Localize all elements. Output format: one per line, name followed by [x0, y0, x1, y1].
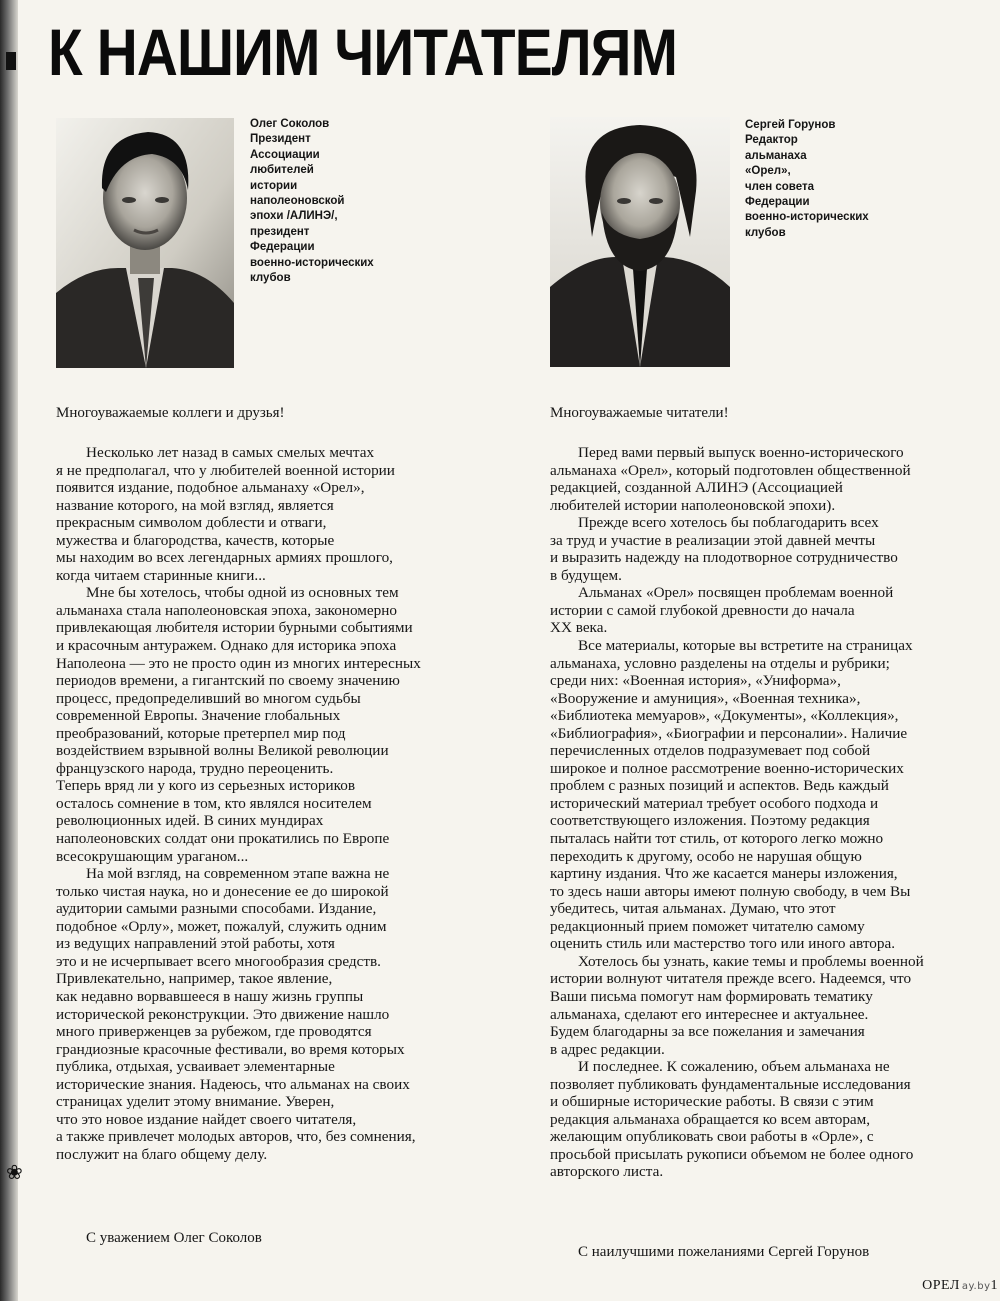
text-line: редакция альманаха обращается ко всем авторам,: [550, 1110, 871, 1128]
text-line: что это новое издание найдет своего читателя,: [56, 1110, 357, 1128]
text-line: и обширные исторические работы. В связи с этим: [550, 1093, 874, 1111]
text-line: аудитории самыми разными способами. Издание,: [56, 900, 377, 918]
text-line: И последнее. К сожалению, объем альманаха не: [578, 1058, 890, 1076]
signature-left: С уважением Олег Соколов: [86, 1230, 262, 1246]
text-line: мы находим во всех легендарных армиях прошлого,: [56, 549, 393, 567]
caption-line: Ассоциации: [250, 148, 320, 161]
text-line: как недавно ворвавшееся в нашу жизнь группы: [56, 987, 364, 1005]
text-line: авторского листа.: [550, 1163, 664, 1181]
text-line: мужества и благородства, качеств, которые: [56, 531, 335, 549]
text-line: широкое и полное рассмотрение военно-исторических: [550, 759, 904, 777]
text-line: название которого, на мой взгляд, является: [56, 496, 334, 514]
caption-sokolov: [250, 117, 400, 286]
text-line: альманаха, сделают его интереснее и актуальнее.: [550, 1005, 869, 1023]
caption-line: военно-исторических: [745, 211, 869, 224]
text-line: Несколько лет назад в самых смелых мечтах: [86, 444, 375, 461]
text-line: «Библиотека мемуаров», «Документы», «Коллекция»,: [550, 707, 899, 725]
signature-right: С наилучшими пожеланиями Сергей Горунов: [578, 1244, 870, 1260]
text-line: альманаха «Орел», который подготовлен общественной: [550, 461, 911, 479]
watermark: ay.by: [961, 1281, 991, 1292]
caption-line: «Орел»,: [745, 165, 791, 178]
text-line: перечисленных отделов подразумевает под собой: [550, 742, 871, 760]
text-line: Альманах «Орел» посвящен проблемам военной: [578, 584, 894, 602]
text-line: любителей истории наполеоновской эпохи).: [550, 496, 836, 514]
text-line: страницах уделит этому внимание. Уверен,: [56, 1093, 335, 1111]
letter-right-body: [550, 444, 1000, 1181]
text-line: просьбой присылать рукописи объемом не более одного: [550, 1145, 914, 1163]
text-line: картину издания. Что же касается манеры изложения,: [550, 865, 898, 883]
text-line: привлекающая любителя истории бурными событиями: [56, 619, 413, 637]
text-line: истории волнуют читателя прежде всего. Надеемся, что: [550, 970, 912, 988]
text-line: среди них: «Военная история», «Униформа»,: [550, 672, 841, 690]
text-line: это и не исчерпывает всего многообразия средств.: [56, 952, 381, 970]
text-line: а также привлечет молодых авторов, что, без сомнения,: [56, 1128, 416, 1146]
text-line: убедитесь, читая альманах. Думаю, что этот: [550, 900, 836, 918]
text-line: истории с самой глубокой древности до начала: [550, 601, 855, 619]
portrait-photo-sokolov: [56, 118, 234, 368]
text-line: и красочным антуражем. Однако для историка эпоха: [56, 637, 397, 655]
text-line: Хотелось бы узнать, какие темы и проблемы военной: [578, 952, 924, 970]
text-line: революционных идей. В синих мундирах: [56, 812, 324, 830]
text-line: процесс, предопределивший во многом судьбы: [56, 689, 361, 707]
text-line: исторический материал требует особого подхода и: [550, 794, 879, 812]
page-footer: [922, 1278, 998, 1294]
caption-line: Редактор: [745, 134, 798, 147]
caption-line: президент: [250, 225, 310, 238]
text-line: «Библиография», «Биографии и персоналии». Наличие: [550, 724, 908, 742]
text-line: я не предполагал, что у любителей военной истории: [56, 461, 395, 479]
caption-line: военно-исторических: [250, 256, 374, 269]
text-line: Все материалы, которые вы встретите на страницах: [578, 637, 913, 655]
text-line: публика, отдыхая, усваивает элементарные: [56, 1058, 335, 1076]
text-line: то здесь наши авторы имеют полную свободу, в чем Вы: [550, 882, 911, 900]
text-line: послужит на благо общему делу.: [56, 1145, 268, 1163]
text-line: подобное «Орлу», может, пожалуй, служить одним: [56, 917, 387, 935]
caption-line: Сергей Горунов: [745, 119, 836, 131]
text-line: соответствующего изложения. Поэтому редакция: [550, 812, 870, 830]
text-line: наполеоновских солдат они прокатились по Европе: [56, 830, 390, 848]
text-line: только чистая наука, но и донесение ее до широкой: [56, 882, 389, 900]
flower-ornament-icon: ❀: [6, 1160, 23, 1184]
text-line: Мне бы хотелось, чтобы одной из основных тем: [86, 584, 399, 602]
caption-line: член совета: [745, 180, 814, 193]
caption-line: истории: [250, 179, 298, 192]
text-line: французского народа, трудно переоценить.: [56, 759, 334, 777]
text-line: альманаха, условно разделены на отделы и рубрики;: [550, 654, 890, 672]
caption-line: Федерации: [250, 241, 315, 254]
text-line: желающим опубликовать свои работы в «Орле», с: [550, 1128, 874, 1146]
text-line: На мой взгляд, на современном этапе важна не: [86, 865, 390, 883]
text-line: и выразить надежду на плодотворное сотрудничество: [550, 549, 898, 567]
footer-label: ОРЕЛ: [922, 1278, 960, 1293]
text-line: много приверженцев за рубежом, где проводятся: [56, 1023, 372, 1041]
text-line: позволяет публиковать фундаментальные исследования: [550, 1075, 911, 1093]
text-line: исторической реконструкции. Это движение нашло: [56, 1005, 390, 1023]
text-line: за труд и участие в реализации этой давней мечты: [550, 531, 876, 549]
text-line: периодов времени, а гигантский по своему значению: [56, 672, 400, 690]
text-line: в адрес редакции.: [550, 1040, 665, 1058]
caption-line: клубов: [745, 226, 786, 239]
text-line: Теперь вряд ли у кого из серьезных историков: [56, 777, 355, 795]
text-line: из ведущих направлений этой работы, хотя: [56, 935, 335, 953]
text-line: всесокрушающим ураганом...: [56, 847, 249, 865]
text-line: Наполеона — это не просто один из многих интересных: [56, 654, 421, 672]
text-line: появится издание, подобное альманаху «Орел»,: [56, 479, 365, 497]
text-line: грандиозные красочные фестивали, во время которых: [56, 1040, 405, 1058]
text-line: в будущем.: [550, 566, 622, 584]
page-number: 1: [990, 1278, 998, 1293]
text-line: альманаха стала наполеоновская эпоха, закономерно: [56, 601, 397, 619]
portrait-photo-gorunov: [550, 117, 730, 367]
text-line: Ваши письма помогут нам формировать тематику: [550, 987, 873, 1005]
text-line: проблем с разных позиций и аспектов. Ведь каждый: [550, 777, 889, 795]
text-line: преобразований, которые претерпел мир под: [56, 724, 346, 742]
text-line: оценить стиль или мастерство того или иного автора.: [550, 935, 896, 953]
caption-line: Федерации: [745, 196, 810, 209]
text-line: пыталась найти тот стиль, от которого легко можно: [550, 830, 884, 848]
caption-line: наполеоновской: [250, 195, 345, 208]
text-line: редакционный прием поможет читателю самому: [550, 917, 865, 935]
text-line: Перед вами первый выпуск военно-исторического: [578, 444, 904, 461]
text-line: осталось сомнение в том, кто являлся носителем: [56, 794, 372, 812]
caption-line: любителей: [250, 164, 314, 177]
caption-line: эпохи /АЛИНЭ/,: [250, 210, 338, 223]
binding-edge: [0, 0, 18, 1301]
text-line: редакцией, созданной АЛИНЭ (Ассоциацией: [550, 479, 843, 497]
page-title: К НАШИМ ЧИТАТЕЛЯМ: [48, 15, 678, 89]
caption-gorunov: [745, 118, 895, 241]
text-line: когда читаем старинные книги...: [56, 566, 266, 584]
salutation-right: Многоуважаемые читатели!: [550, 405, 729, 421]
edge-mark: [6, 52, 16, 70]
caption-line: Президент: [250, 133, 311, 146]
text-line: «Вооружение и амуниция», «Военная техника»,: [550, 689, 861, 707]
text-line: переходить к другому, особо не нарушая общую: [550, 847, 862, 865]
letter-left-body: [56, 444, 496, 1163]
caption-line: клубов: [250, 272, 291, 285]
salutation-left: Многоуважаемые коллеги и друзья!: [56, 405, 285, 421]
text-line: Прежде всего хотелось бы поблагодарить всех: [578, 514, 879, 532]
text-line: прекрасным символом доблести и отваги,: [56, 514, 327, 532]
caption-line: альманаха: [745, 149, 807, 162]
text-line: современной Европы. Значение глобальных: [56, 707, 341, 725]
text-line: Будем благодарны за все пожелания и замечания: [550, 1023, 865, 1041]
text-line: исторические знания. Надеюсь, что альманах на своих: [56, 1075, 410, 1093]
text-line: XX века.: [550, 619, 608, 637]
caption-line: Олег Соколов: [250, 118, 330, 130]
text-line: Привлекательно, например, такое явление,: [56, 970, 333, 988]
text-line: воздействием взрывной волны Великой революции: [56, 742, 389, 760]
